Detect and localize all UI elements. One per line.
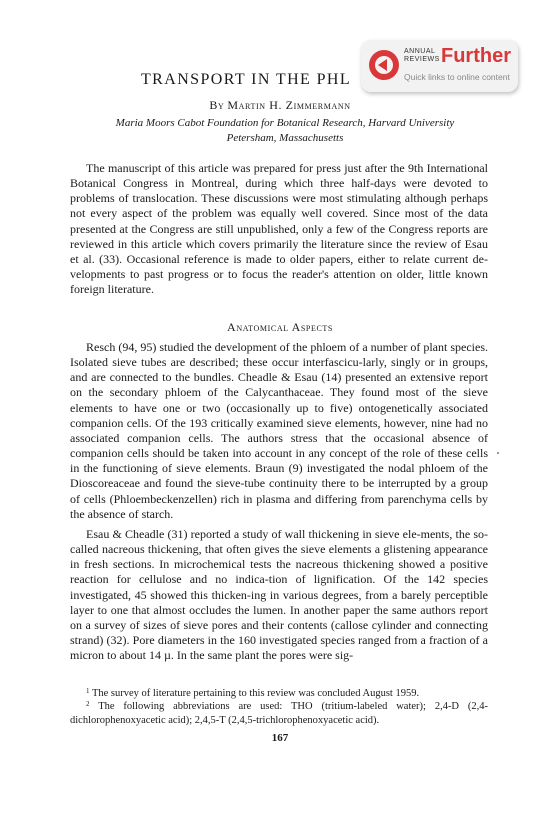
footnote-2-text: The following abbreviations are used: THO (tritium-labeled water); 2,4-D (2,4-dichlorophenoxyacetic acid); 2,4,5-T (2,4,5-trichlorophenoxyacetic acid). <box>70 701 489 726</box>
badge-annual-label: ANNUAL <box>404 48 436 55</box>
footnote-1-mark: 1 <box>86 687 90 695</box>
footnote-2-mark: 2 <box>86 700 90 708</box>
footnote-1-text: The survey of literature pertaining to this review was concluded August 1959. <box>91 688 420 699</box>
footnote-2 <box>70 698 488 727</box>
intro-paragraph: The manuscript of this article was prepared for press just after the 9th International Botanical Congress in Montreal, during which three half-days were devoted to problems of translocation. These discussions were most stimulating although perhaps not every aspect of the problem was equally well covered. Since most of the data presented at the Congress are still unpublished, only a few of the Congress reports are reviewed in this article which covers primarily the literature since the review of Esau et al. (33). Occasional reference is made to older papers, either to relate current de-velopments to past progress or to focus the reader's attention on older, little known foreign literature. <box>70 161 488 297</box>
annual-reviews-logo-icon <box>369 50 399 80</box>
byline-prefix: By <box>209 98 225 112</box>
affiliation-line-2: Petersham, Massachusetts <box>226 132 344 144</box>
body-paragraph-2: Esau & Cheadle (31) reported a study of wall thickening in sieve ele-ments, the so-called nacreous thickening, that often gives the sieve elements a glistening appearance in fresh sections. In microchemical tests the nacreous thickening showed a positive reaction for cellulose and no indica-tion of lignification. Of the 142 species investigated, 45 showed this thicken-ing in various degrees, from a barely perceptible layer to one that almost occludes the lumen. In another paper the same authors report on a survey of sizes of sieve pores and their contents (callose cylinder and connecting strand) (32). Pore diameters in the 160 investigated species ranged from a fraction of a micron to about 14 µ. In the same plant the pores were sig- <box>70 527 488 663</box>
badge-reviews-label: REVIEWS <box>404 56 440 63</box>
further-badge[interactable] <box>361 40 518 92</box>
badge-subtitle: Quick links to online content <box>404 72 510 82</box>
article-title: TRANSPORT IN THE PHL <box>141 71 352 88</box>
affiliation-line-1: Maria Moors Cabot Foundation for Botanical Research, Harvard University <box>115 117 455 129</box>
badge-further-label: Further <box>441 45 511 67</box>
page-number: 167 <box>271 732 289 744</box>
byline <box>0 98 560 113</box>
author-name: Martin H. Zimmermann <box>227 98 351 112</box>
body-paragraph-1: Resch (94, 95) studied the development of the phloem of a number of plant species. Isolated sieve tubes are described; these occur interfascicu-larly, singly or in groups, and are connected to the bundles. Cheadle & Esau (14) presented an extensive report on the secondary phloem of the Calycanthaceae. They found most of the sieve elements to have one or two (occasionally up to five) ontogenetically associated companion cells. Of the 193 critically examined sieve elements, however, nine had no associated companion cells. The authors stress that the occasional absence of companion cells should be taken into account in any concept of the role of these cells in the functioning of sieve elements. Braun (9) investigated the nodal phloem of the Dioscoreaceae and found the sieve-tube continuity there to be interrupted by a group of cells (Phloembeckenzellen) rich in plasma and differing from parenchyma cells by the absence of starch. <box>70 340 488 521</box>
stray-mark <box>497 452 499 454</box>
section-heading: Anatomical Aspects <box>227 320 333 334</box>
affiliation <box>70 116 500 146</box>
